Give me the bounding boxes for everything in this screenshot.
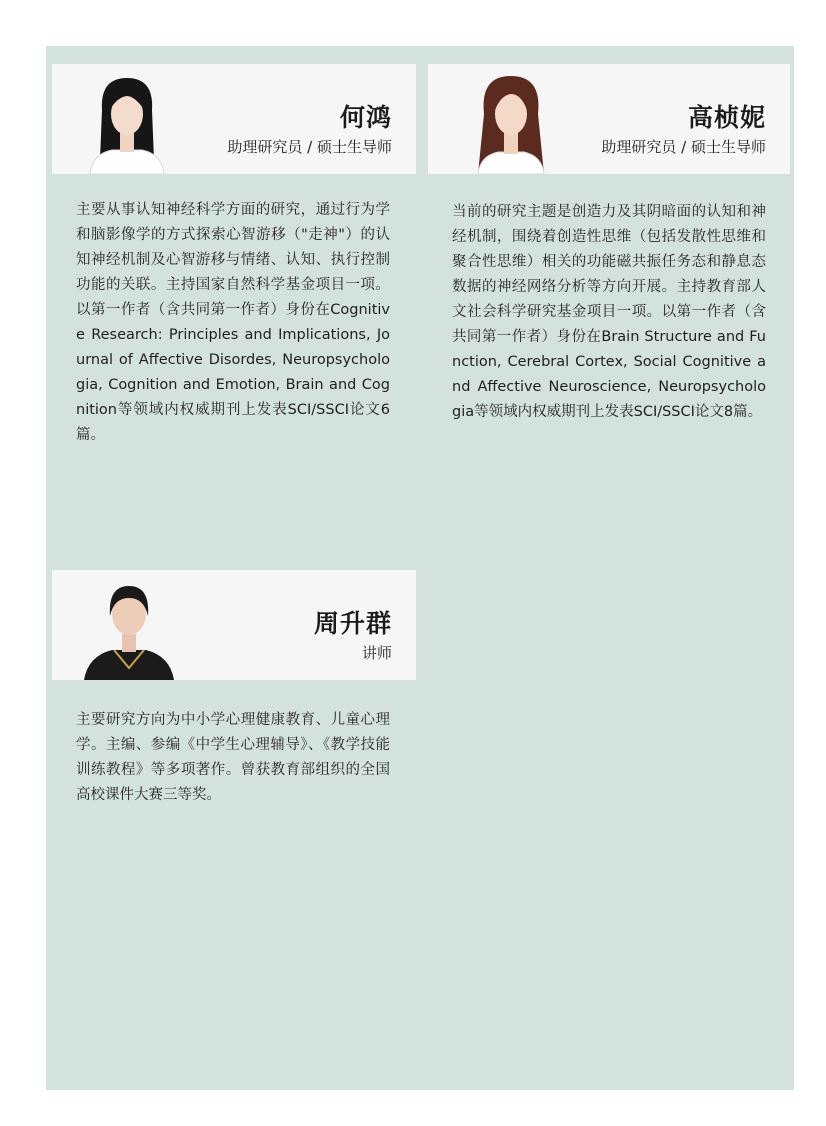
person-bio: 主要从事认知神经科学方面的研究，通过行为学和脑影像学的方式探索心智游移（"走神"）的认知神经机制及心智游移与情绪、认知、执行控制功能的关联。主持国家自然科学基金项目一项。以第一作者（含共同第一作者）身份在Cognitive Research: Principles and Implications, Journal of Affective Disordes, Neuropsychologia, Cognition and Emotion, Brain and Cognition等领域内权威期刊上发表SCI/SSCI论文6篇。	[76, 202, 390, 443]
profile-photo	[84, 576, 174, 680]
profile-photo	[466, 70, 556, 174]
person-name: 周升群	[313, 609, 392, 638]
profile-header-1	[52, 64, 416, 174]
profile-header-3	[52, 570, 416, 680]
person-title: 讲师	[361, 644, 392, 662]
person-title: 助理研究员 / 硕士生导师	[227, 138, 392, 156]
profile-photo	[82, 70, 172, 174]
person-bio: 主要研究方向为中小学心理健康教育、儿童心理学。主编、参编《中学生心理辅导》、《教学技能训练教程》等多项著作。曾获教育部组织的全国高校课件大赛三等奖。	[76, 712, 390, 803]
profile-header-2	[428, 64, 790, 174]
person-bio: 当前的研究主题是创造力及其阴暗面的认知和神经机制，围绕着创造性思维（包括发散性思维和聚合性思维）相关的功能磁共振任务态和静息态数据的神经网络分析等方向开展。主持教育部人文社会科学研究基金项目一项。以第一作者（含共同第一作者）身份在Brain Structure and Function, Cerebral Cortex, Social Cognitive and Affective Neuroscience, Neuropsychologia等领域内权威期刊上发表SCI/SSCI论文8篇。	[452, 204, 766, 420]
person-title: 助理研究员 / 硕士生导师	[601, 138, 766, 156]
person-name: 何鸿	[339, 103, 392, 132]
person-name: 高桢妮	[687, 103, 766, 132]
